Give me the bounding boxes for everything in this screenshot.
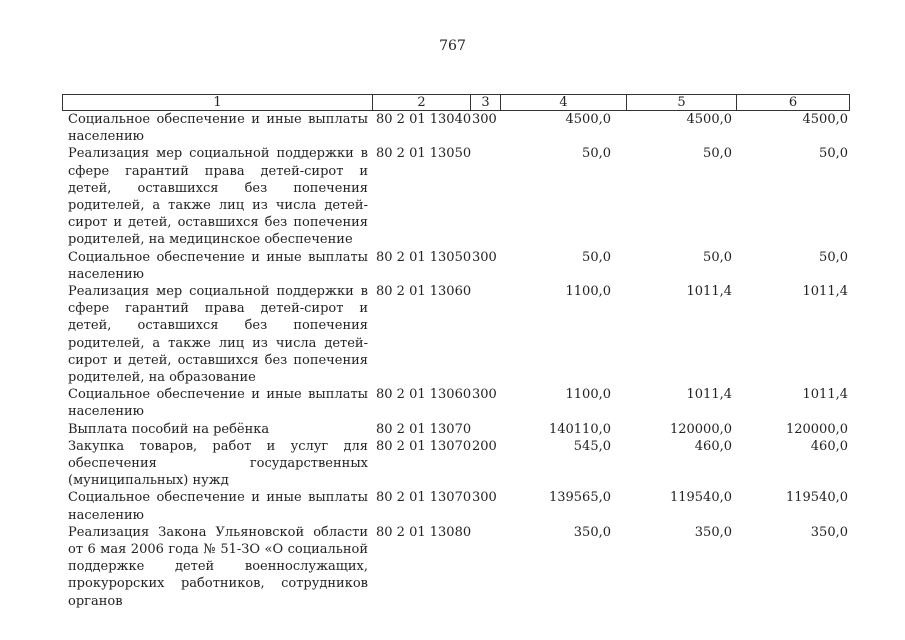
table-header (62, 94, 850, 111)
row-code: 80 2 01 13070 (376, 421, 472, 437)
header-col-4: 4 (559, 95, 568, 110)
row-name: Реализация Закона Ульяновской области от 6 мая 2006 года № 51-ЗО «О социальной поддержке детей военнослужащих, прокурорских работников, сотрудников органов (68, 524, 368, 609)
row-value-col6: 4500,0 (802, 112, 848, 127)
row-value-col6: 1011,4 (802, 284, 848, 300)
row-value-col5: 1011,4 (686, 387, 732, 403)
row-name: Социальное обеспечение и иные выплаты населению (68, 112, 368, 145)
row-value-col4: 545,0 (573, 438, 611, 454)
row-code: 80 2 01 13070 (376, 438, 472, 454)
row-value-col6: 460,0 (810, 438, 848, 454)
row-name: Реализация мер социальной поддержки в сфере гарантий права детей-сирот и детей, оставшихся без попечения родителей, а также лиц из числа детей-сирот и детей, оставшихся без попечения родителей, на образование (68, 284, 368, 386)
row-value-col6: 120000,0 (785, 421, 848, 437)
table-row (62, 489, 852, 523)
row-value-col5: 460,0 (694, 438, 732, 454)
row-value-col5: 120000,0 (669, 421, 732, 437)
row-name: Закупка товаров, работ и услуг для обеспечения государственных (муниципальных) нужд (68, 438, 368, 489)
header-col-3: 3 (481, 95, 490, 110)
row-code: 80 2 01 13080 (376, 524, 472, 540)
row-type: 300 (472, 490, 497, 506)
row-name: Социальное обеспечение и иные выплаты населению (68, 490, 368, 523)
page-number: 767 (439, 38, 466, 54)
row-value-col4: 4500,0 (565, 112, 611, 127)
table-row (62, 421, 852, 438)
row-code: 80 2 01 13040 (376, 112, 472, 127)
row-value-col4: 1100,0 (565, 284, 611, 300)
row-value-col6: 50,0 (819, 249, 848, 265)
row-name: Социальное обеспечение и иные выплаты населению (68, 387, 368, 420)
row-value-col5: 4500,0 (686, 112, 732, 127)
table-row (62, 283, 852, 386)
row-value-col6: 350,0 (810, 524, 848, 540)
row-value-col4: 1100,0 (565, 387, 611, 403)
row-type: 300 (472, 387, 497, 403)
row-type: 300 (472, 112, 497, 127)
row-value-col4: 350,0 (573, 524, 611, 540)
table-row (62, 386, 852, 420)
row-value-col6: 1011,4 (802, 387, 848, 403)
table-row (62, 524, 852, 610)
header-col-2: 2 (417, 95, 426, 110)
row-value-col6: 50,0 (819, 146, 848, 162)
row-name: Реализация мер социальной поддержки в сфере гарантий права детей-сирот и детей, оставшихся без попечения родителей, а также лиц из числа детей-сирот и детей, оставшихся без попечения родителей, на медицинское обеспечение (68, 146, 368, 248)
table-row (62, 111, 852, 145)
row-code: 80 2 01 13070 (376, 490, 472, 506)
row-value-col4: 50,0 (582, 249, 611, 265)
table-row (62, 145, 852, 248)
row-value-col5: 1011,4 (686, 284, 732, 300)
row-type: 300 (472, 249, 497, 265)
row-value-col5: 350,0 (694, 524, 732, 540)
table-body (62, 111, 852, 610)
row-value-col5: 119540,0 (669, 490, 732, 506)
row-value-col4: 50,0 (582, 146, 611, 162)
row-value-col5: 50,0 (703, 146, 732, 162)
row-value-col4: 140110,0 (548, 421, 611, 437)
row-value-col6: 119540,0 (785, 490, 848, 506)
table-row (62, 249, 852, 283)
row-value-col4: 139565,0 (548, 490, 611, 506)
row-value-col5: 50,0 (703, 249, 732, 265)
row-code: 80 2 01 13050 (376, 249, 472, 265)
header-col-6: 6 (788, 95, 798, 110)
row-name: Выплата пособий на ребёнка (68, 421, 270, 437)
header-col-5: 5 (677, 95, 686, 110)
row-type: 200 (472, 438, 497, 454)
row-code: 80 2 01 13060 (376, 284, 472, 300)
header-col-1: 1 (213, 95, 222, 110)
table-row (62, 438, 852, 490)
row-name: Социальное обеспечение и иные выплаты населению (68, 249, 368, 282)
row-code: 80 2 01 13060 (376, 387, 472, 403)
row-code: 80 2 01 13050 (376, 146, 472, 162)
